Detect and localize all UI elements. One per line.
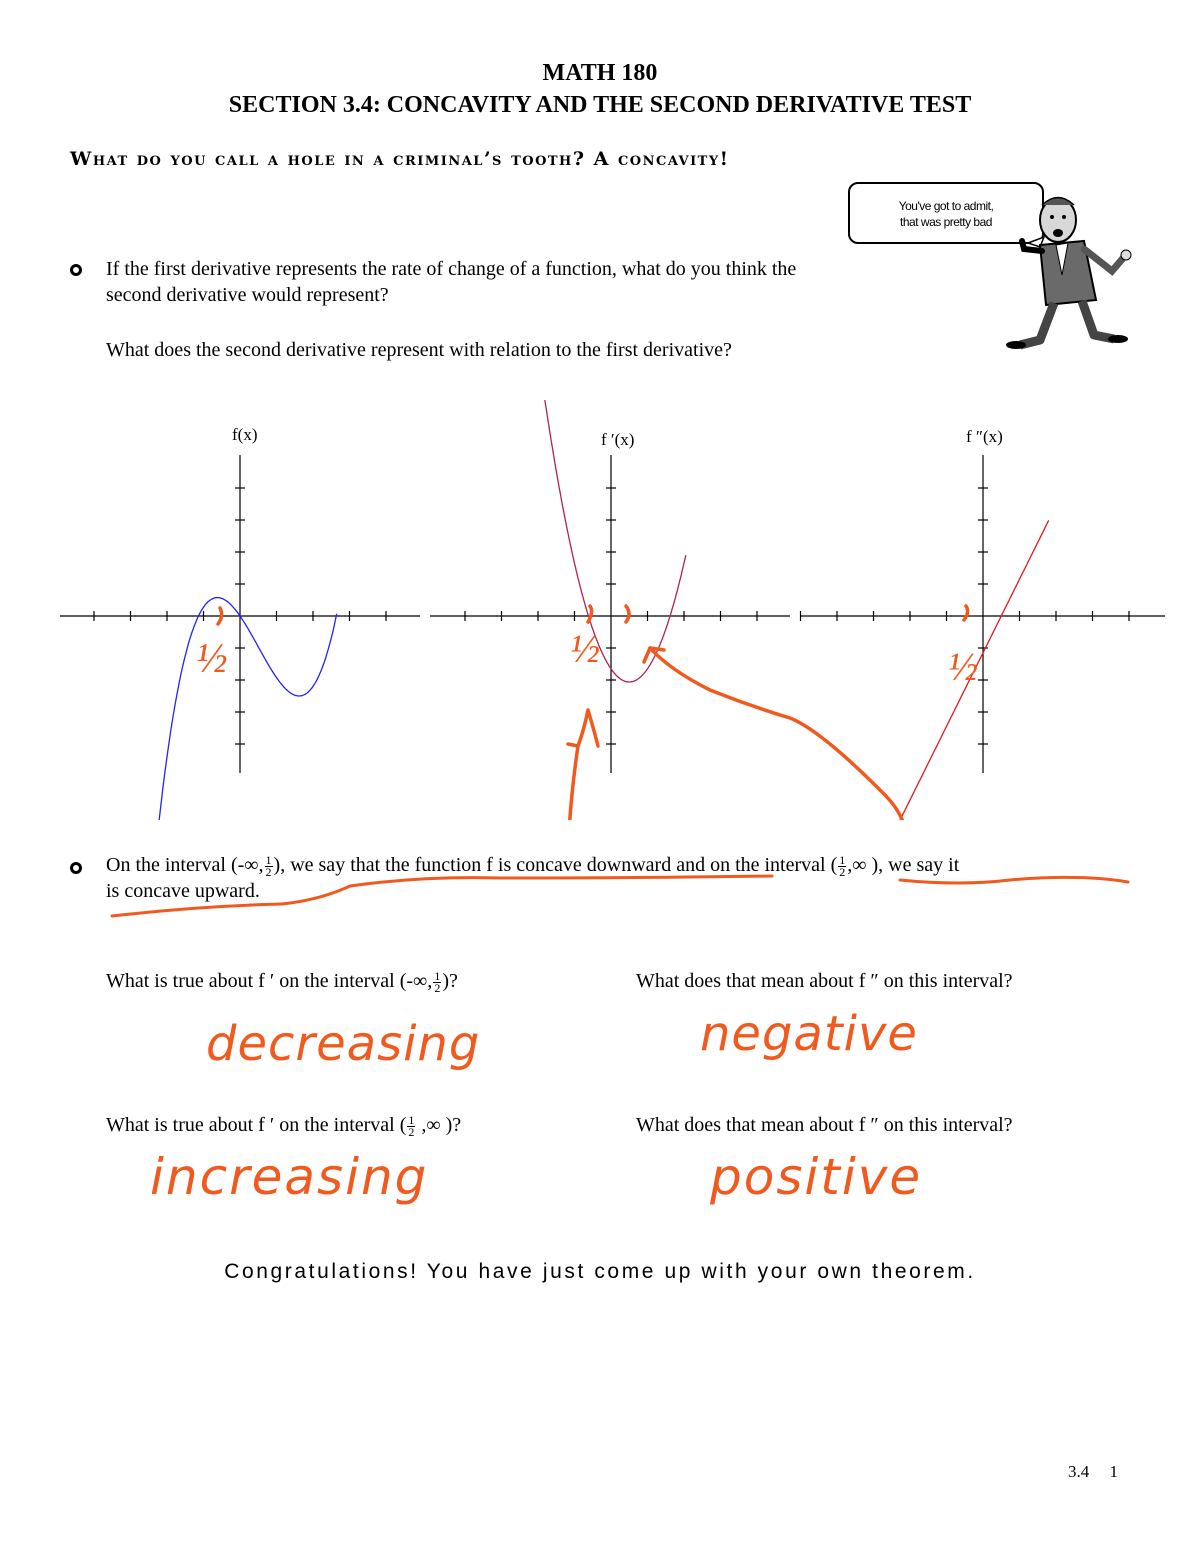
question-f-prime-increasing (106, 1112, 461, 1138)
graph-label-f-double-prime: f ″(x) (966, 427, 1003, 446)
arrow-to-root (650, 648, 907, 820)
frac-num: 1 (434, 968, 441, 983)
course-title: MATH 180 (542, 60, 658, 86)
man-shoe (1006, 341, 1026, 349)
man-hand (1121, 250, 1131, 260)
frac-num: 1 (408, 1112, 415, 1127)
statement-part-4: is concave upward. (106, 880, 260, 902)
man-right-leg (1082, 301, 1114, 339)
footer-page: 1 (1109, 1462, 1118, 1481)
q-text: What is true about f ′ on the interval (-∞, (106, 970, 433, 992)
half-tick-mark (626, 606, 629, 622)
section-title: SECTION 3.4: CONCAVITY AND THE SECOND DERIVATIVE TEST (228, 92, 972, 118)
man-hair (1042, 198, 1074, 206)
footer-section: 3.4 (1068, 1462, 1090, 1481)
axes-group (60, 455, 1165, 773)
frac-den: 2 (839, 864, 846, 879)
man-eye (1062, 215, 1066, 219)
followup-2: What does that mean about f ″ on this interval? (636, 1114, 1013, 1136)
q-text: )? (442, 970, 458, 992)
cartoon-man-illustration (1000, 175, 1140, 355)
answer-increasing: increasing (150, 1148, 429, 1206)
question-1 (106, 256, 796, 308)
answer-positive: positive (710, 1148, 923, 1206)
curve-f (100, 598, 337, 820)
bubble-line-2: that was pretty bad (900, 215, 992, 229)
man-shoe (1108, 335, 1128, 343)
frac-num: 1 (265, 852, 272, 867)
arrow-head (578, 710, 598, 746)
man-left-leg (1020, 303, 1054, 345)
half-tick-mark (588, 606, 592, 622)
underline-stroke (350, 876, 772, 886)
half-annotation: ½ (948, 644, 978, 689)
frac-den: 2 (434, 980, 441, 995)
answer-decreasing: decreasing (206, 1016, 481, 1072)
fraction-half (433, 968, 441, 995)
graphs-figure (0, 400, 1200, 820)
q1-line-2: second derivative would represent? (106, 284, 389, 306)
graph-label-f-prime: f ′(x) (601, 430, 635, 449)
q1-line-3: What does the second derivative represent with relation to the first derivative? (106, 339, 732, 361)
underline-stroke (282, 886, 350, 904)
question-f-prime-decreasing (106, 968, 458, 994)
man-eye (1050, 215, 1054, 219)
frac-den: 2 (408, 1124, 415, 1139)
graph-label-f: f(x) (232, 425, 258, 444)
underline-stroke (900, 877, 1128, 883)
statement-part-1: On the interval (-∞, (106, 854, 264, 876)
q-text: What is true about f ′ on the interval ( (106, 1114, 407, 1136)
answer-negative: negative (700, 1006, 918, 1062)
half-tick-mark (964, 606, 968, 620)
fraction-half (407, 1112, 415, 1139)
q-text: ,∞ )? (416, 1114, 462, 1136)
frac-den: 2 (265, 864, 272, 879)
half-annotation: ½ (570, 626, 600, 671)
statement-part-2: ), we say that the function f is concave downward and on the interval ( (273, 854, 838, 876)
frac-num: 1 (839, 852, 846, 867)
man-mouth (1053, 229, 1063, 237)
bubble-line-1: You've got to admit, (898, 199, 994, 213)
statement-part-3: ,∞ ), we say it (847, 854, 960, 876)
q1-line-1: If the first derivative represents the rate of change of a function, what do you think the (106, 258, 797, 280)
joke-line: What do you call a hole in a criminal’s tooth? A concavity! (70, 148, 730, 170)
underline-stroke (112, 904, 282, 916)
arrow-up-to-vertex (568, 744, 578, 820)
bullet-icon (70, 264, 82, 276)
half-annotation: ½ (196, 636, 228, 682)
followup-1: What does that mean about f ″ on this interval? (636, 970, 1013, 992)
page-number (1068, 1462, 1118, 1482)
congrats-line: Congratulations! You have just come up with your own theorem. (224, 1260, 976, 1283)
handwritten-underlines (0, 860, 1200, 930)
